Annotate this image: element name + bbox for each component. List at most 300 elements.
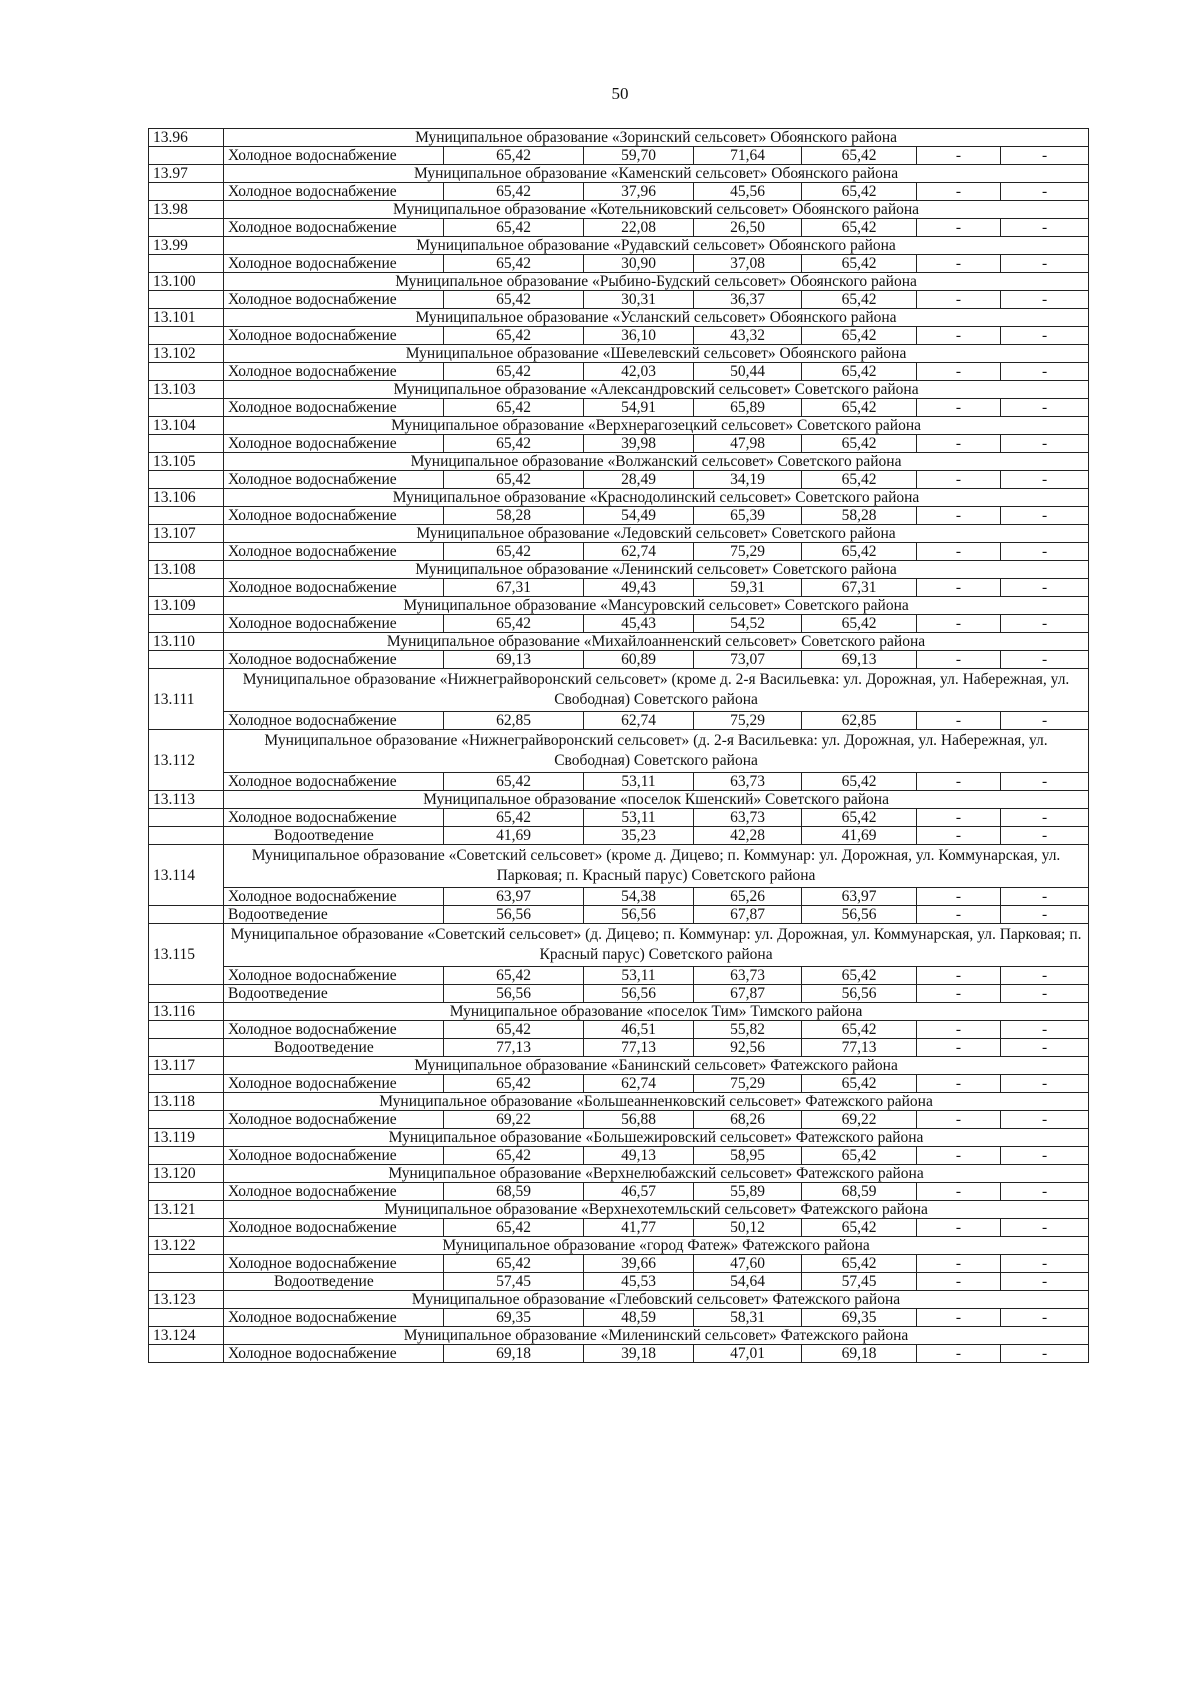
municipality-title: Муниципальное образование «Зоринский сельсовет» Обоянского района [224,129,1089,147]
municipality-header-row [149,730,1089,773]
tariff-value: 42,28 [694,827,802,845]
municipality-title: Муниципальное образование «Советский сельсовет» (кроме д. Дицево; п. Коммунар: ул. Дорожная, ул. Коммунарская, ул. Парковая; п. Красный парус) Советского района [224,845,1089,888]
row-number-blank [149,651,224,669]
tariff-value: 65,42 [802,1075,917,1093]
row-number-blank [149,183,224,201]
tariff-value: - [917,906,1001,924]
service-name: Холодное водоснабжение [224,291,444,309]
municipality-header-row [149,345,1089,363]
tariff-value: 62,74 [584,1075,694,1093]
service-row [149,543,1089,561]
tariff-value: 65,42 [802,147,917,165]
municipality-header-row [149,1237,1089,1255]
tariff-value: - [1001,579,1089,597]
tariff-value: 65,42 [802,1147,917,1165]
service-row [149,1075,1089,1093]
service-name: Холодное водоснабжение [224,1075,444,1093]
service-row [149,399,1089,417]
tariff-value: 69,13 [444,651,584,669]
municipality-header-row [149,1057,1089,1075]
service-name: Холодное водоснабжение [224,399,444,417]
service-name: Водоотведение [224,906,444,924]
tariff-value: 67,31 [802,579,917,597]
tariff-value: 41,69 [444,827,584,845]
municipality-header-row [149,309,1089,327]
tariff-value: 63,73 [694,809,802,827]
tariff-value: - [1001,363,1089,381]
tariff-value: 58,95 [694,1147,802,1165]
municipality-header-row [149,1165,1089,1183]
tariff-value: 37,08 [694,255,802,273]
tariff-value: 54,52 [694,615,802,633]
row-number-blank [149,809,224,827]
service-row [149,615,1089,633]
municipality-title: Муниципальное образование «Михайлоанненский сельсовет» Советского района [224,633,1089,651]
municipality-title: Муниципальное образование «Котельниковский сельсовет» Обоянского района [224,201,1089,219]
service-name: Холодное водоснабжение [224,1219,444,1237]
municipality-header-row [149,129,1089,147]
tariff-value: - [917,967,1001,985]
tariff-value: 69,18 [444,1345,584,1363]
row-number-blank [149,906,224,924]
tariff-value: 65,26 [694,888,802,906]
tariff-value: - [917,1309,1001,1327]
tariff-value: 75,29 [694,712,802,730]
tariff-value: - [917,985,1001,1003]
municipality-header-row [149,924,1089,967]
row-number-blank [149,1183,224,1201]
service-row [149,147,1089,165]
service-name: Холодное водоснабжение [224,1345,444,1363]
tariff-value: 65,42 [444,471,584,489]
tariff-value: 92,56 [694,1039,802,1057]
tariff-value: 65,42 [802,543,917,561]
row-number: 13.118 [149,1093,224,1111]
tariff-value: - [917,219,1001,237]
tariff-value: 69,35 [444,1309,584,1327]
row-number: 13.96 [149,129,224,147]
tariff-value: 56,88 [584,1111,694,1129]
row-number: 13.114 [149,845,224,906]
municipality-title: Муниципальное образование «Большежировский сельсовет» Фатежского района [224,1129,1089,1147]
row-number-blank [149,1075,224,1093]
municipality-header-row [149,237,1089,255]
tariff-value: 65,42 [444,1255,584,1273]
tariff-value: 65,42 [444,1219,584,1237]
tariff-value: 63,73 [694,967,802,985]
municipality-title: Муниципальное образование «Ленинский сельсовет» Советского района [224,561,1089,579]
municipality-title: Муниципальное образование «Александровский сельсовет» Советского района [224,381,1089,399]
tariff-value: 65,42 [802,327,917,345]
municipality-title: Муниципальное образование «поселок Кшенский» Советского района [224,791,1089,809]
tariff-value: 45,56 [694,183,802,201]
tariff-value: 65,42 [802,773,917,791]
service-name: Водоотведение [224,827,444,845]
tariff-value: 68,59 [802,1183,917,1201]
row-number-blank [149,471,224,489]
tariff-value: 65,42 [444,363,584,381]
tariff-value: 65,42 [444,615,584,633]
service-name: Холодное водоснабжение [224,809,444,827]
tariff-value: 55,89 [694,1183,802,1201]
tariff-value: 46,51 [584,1021,694,1039]
row-number: 13.124 [149,1327,224,1345]
tariff-value: 62,85 [802,712,917,730]
municipality-header-row [149,633,1089,651]
tariff-value: 65,42 [444,1147,584,1165]
service-row [149,888,1089,906]
service-row [149,1273,1089,1291]
tariff-value: 39,66 [584,1255,694,1273]
service-name: Водоотведение [224,1039,444,1057]
tariff-value: 36,37 [694,291,802,309]
row-number: 13.98 [149,201,224,219]
row-number: 13.103 [149,381,224,399]
row-number: 13.120 [149,1165,224,1183]
tariff-value: 53,11 [584,809,694,827]
tariff-value: 34,19 [694,471,802,489]
tariff-value: 58,28 [444,507,584,525]
service-row [149,1219,1089,1237]
row-number: 13.108 [149,561,224,579]
service-row [149,579,1089,597]
municipality-title: Муниципальное образование «Миленинский сельсовет» Фатежского района [224,1327,1089,1345]
service-name: Холодное водоснабжение [224,471,444,489]
page-number: 50 [611,84,629,103]
row-number: 13.107 [149,525,224,543]
service-row [149,291,1089,309]
service-name: Холодное водоснабжение [224,183,444,201]
municipality-header-row [149,201,1089,219]
tariff-value: - [1001,615,1089,633]
tariff-value: 53,11 [584,773,694,791]
service-name: Холодное водоснабжение [224,1021,444,1039]
service-row [149,255,1089,273]
service-row [149,712,1089,730]
municipality-header-row [149,1291,1089,1309]
tariff-value: 65,42 [444,967,584,985]
tariff-value: 56,56 [802,985,917,1003]
tariff-value: - [917,1147,1001,1165]
service-name: Холодное водоснабжение [224,1309,444,1327]
tariff-value: 65,42 [802,399,917,417]
service-name: Холодное водоснабжение [224,773,444,791]
tariff-value: 57,45 [444,1273,584,1291]
tariff-value: - [917,1345,1001,1363]
municipality-title: Муниципальное образование «Каменский сельсовет» Обоянского района [224,165,1089,183]
municipality-header-row [149,669,1089,712]
row-number-blank [149,1147,224,1165]
tariff-value: 54,64 [694,1273,802,1291]
tariff-value: 56,56 [802,906,917,924]
tariff-value: - [1001,471,1089,489]
tariff-value: 69,35 [802,1309,917,1327]
service-row [149,1039,1089,1057]
service-row [149,1345,1089,1363]
tariff-value: - [1001,1273,1089,1291]
municipality-title: Муниципальное образование «Большеанненковский сельсовет» Фатежского района [224,1093,1089,1111]
tariff-value: - [917,888,1001,906]
municipality-header-row [149,791,1089,809]
service-row [149,435,1089,453]
tariff-value: 55,82 [694,1021,802,1039]
tariff-value: 65,89 [694,399,802,417]
tariff-value: - [917,507,1001,525]
municipality-header-row [149,453,1089,471]
tariff-value: 59,31 [694,579,802,597]
service-name: Холодное водоснабжение [224,255,444,273]
row-number-blank [149,363,224,381]
municipality-title: Муниципальное образование «Банинский сельсовет» Фатежского района [224,1057,1089,1075]
tariff-value: 65,42 [444,255,584,273]
tariff-value: - [917,291,1001,309]
tariff-value: 73,07 [694,651,802,669]
service-row [149,809,1089,827]
tariff-value: - [917,1219,1001,1237]
tariff-value: - [1001,1345,1089,1363]
tariff-value: 47,60 [694,1255,802,1273]
service-name: Холодное водоснабжение [224,615,444,633]
row-number-blank [149,327,224,345]
tariff-value: 56,56 [584,906,694,924]
row-number: 13.122 [149,1237,224,1255]
row-number-blank [149,435,224,453]
row-number: 13.123 [149,1291,224,1309]
service-row [149,906,1089,924]
tariff-value: - [1001,1255,1089,1273]
municipality-header-row [149,1201,1089,1219]
tariff-value: 77,13 [444,1039,584,1057]
tariff-value: 65,42 [802,291,917,309]
row-number-blank [149,1309,224,1327]
row-number: 13.109 [149,597,224,615]
tariff-table-body [149,129,1089,1363]
tariff-value: - [1001,651,1089,669]
tariff-value: 65,42 [444,543,584,561]
row-number-blank [149,1273,224,1291]
service-row [149,1255,1089,1273]
tariff-value: 48,59 [584,1309,694,1327]
service-name: Холодное водоснабжение [224,147,444,165]
tariff-value: 56,56 [444,985,584,1003]
tariff-value: 63,97 [444,888,584,906]
row-number-blank [149,1219,224,1237]
tariff-value: 60,89 [584,651,694,669]
municipality-title: Муниципальное образование «поселок Тим» Тимского района [224,1003,1089,1021]
tariff-value: - [917,363,1001,381]
tariff-value: 26,50 [694,219,802,237]
tariff-value: 35,23 [584,827,694,845]
tariff-value: 65,42 [802,363,917,381]
tariff-value: 65,42 [802,183,917,201]
tariff-value: 30,31 [584,291,694,309]
tariff-value: 22,08 [584,219,694,237]
tariff-value: - [917,651,1001,669]
tariff-value: - [917,712,1001,730]
tariff-value: 50,12 [694,1219,802,1237]
tariff-value: 41,69 [802,827,917,845]
tariff-value: - [1001,888,1089,906]
service-name: Холодное водоснабжение [224,219,444,237]
municipality-header-row [149,381,1089,399]
tariff-value: - [1001,1021,1089,1039]
tariff-value: 54,91 [584,399,694,417]
tariff-value: - [917,471,1001,489]
tariff-value: 65,42 [802,1255,917,1273]
tariff-value: 46,57 [584,1183,694,1201]
municipality-header-row [149,489,1089,507]
service-row [149,219,1089,237]
service-name: Холодное водоснабжение [224,543,444,561]
tariff-value: - [1001,1309,1089,1327]
tariff-value: - [917,1255,1001,1273]
municipality-header-row [149,165,1089,183]
tariff-value: 65,42 [802,809,917,827]
tariff-value: 65,42 [444,435,584,453]
tariff-value: 56,56 [444,906,584,924]
tariff-value: - [1001,291,1089,309]
tariff-value: 67,87 [694,985,802,1003]
tariff-value: 30,90 [584,255,694,273]
tariff-value: 37,96 [584,183,694,201]
service-name: Холодное водоснабжение [224,1255,444,1273]
tariff-value: 43,32 [694,327,802,345]
municipality-header-row [149,273,1089,291]
tariff-value: - [1001,1219,1089,1237]
row-number: 13.105 [149,453,224,471]
tariff-value: - [917,1111,1001,1129]
tariff-value: 65,42 [802,1021,917,1039]
tariff-value: 69,13 [802,651,917,669]
tariff-value: 65,42 [802,1219,917,1237]
tariff-value: - [917,615,1001,633]
row-number: 13.99 [149,237,224,255]
municipality-header-row [149,561,1089,579]
row-number-blank [149,291,224,309]
service-name: Холодное водоснабжение [224,651,444,669]
tariff-value: 39,98 [584,435,694,453]
service-name: Холодное водоснабжение [224,507,444,525]
municipality-title: Муниципальное образование «Краснодолинский сельсовет» Советского района [224,489,1089,507]
tariff-value: 68,26 [694,1111,802,1129]
tariff-value: 77,13 [802,1039,917,1057]
tariff-value: - [917,543,1001,561]
row-number: 13.111 [149,669,224,730]
row-number: 13.101 [149,309,224,327]
row-number: 13.102 [149,345,224,363]
row-number-blank [149,1255,224,1273]
row-number-blank [149,579,224,597]
service-name: Холодное водоснабжение [224,712,444,730]
service-name: Холодное водоснабжение [224,435,444,453]
service-name: Холодное водоснабжение [224,967,444,985]
service-name: Холодное водоснабжение [224,888,444,906]
row-number-blank [149,255,224,273]
tariff-value: 65,42 [444,1075,584,1093]
tariff-value: 65,42 [802,615,917,633]
tariff-value: - [917,1075,1001,1093]
tariff-value: 45,53 [584,1273,694,1291]
tariff-value: 47,98 [694,435,802,453]
municipality-title: Муниципальное образование «Рудавский сельсовет» Обоянского района [224,237,1089,255]
service-row [149,1111,1089,1129]
tariff-value: - [1001,809,1089,827]
tariff-value: 54,49 [584,507,694,525]
tariff-value: 65,39 [694,507,802,525]
tariff-value: - [1001,327,1089,345]
tariff-value: - [917,827,1001,845]
tariff-value: - [917,1039,1001,1057]
municipality-header-row [149,1003,1089,1021]
row-number: 13.117 [149,1057,224,1075]
municipality-title: Муниципальное образование «Глебовский сельсовет» Фатежского района [224,1291,1089,1309]
service-row [149,1147,1089,1165]
service-row [149,985,1089,1003]
service-row [149,327,1089,345]
service-name: Холодное водоснабжение [224,327,444,345]
municipality-header-row [149,597,1089,615]
service-row [149,773,1089,791]
municipality-title: Муниципальное образование «Усланский сельсовет» Обоянского района [224,309,1089,327]
tariff-value: 65,42 [444,147,584,165]
row-number: 13.106 [149,489,224,507]
row-number: 13.121 [149,1201,224,1219]
municipality-header-row [149,1129,1089,1147]
tariff-value: 65,42 [444,183,584,201]
municipality-title: Муниципальное образование «Ледовский сельсовет» Советского района [224,525,1089,543]
tariff-value: 75,29 [694,543,802,561]
service-name: Водоотведение [224,1273,444,1291]
row-number-blank [149,1111,224,1129]
tariff-value: 42,03 [584,363,694,381]
municipality-title: Муниципальное образование «Советский сельсовет» (д. Дицево; п. Коммунар: ул. Дорожная, ул. Коммунарская, ул. Парковая; п. Красный парус) Советского района [224,924,1089,967]
service-row [149,363,1089,381]
tariff-value: - [1001,399,1089,417]
service-name: Холодное водоснабжение [224,1147,444,1165]
tariff-value: - [917,183,1001,201]
tariff-value: 65,42 [444,219,584,237]
service-row [149,651,1089,669]
municipality-header-row [149,1093,1089,1111]
tariff-value: 65,42 [802,967,917,985]
tariff-value: - [917,1021,1001,1039]
tariff-value: 54,38 [584,888,694,906]
row-number: 13.115 [149,924,224,985]
tariff-value: - [1001,507,1089,525]
municipality-title: Муниципальное образование «Нижнеграйворонский сельсовет» (кроме д. 2-я Васильевка: ул. Дорожная, ул. Набережная, ул. Свободная) Советского района [224,669,1089,712]
service-row [149,827,1089,845]
tariff-value: - [917,147,1001,165]
municipality-header-row [149,845,1089,888]
service-row [149,1309,1089,1327]
tariff-value: - [1001,1039,1089,1057]
tariff-value: - [917,1273,1001,1291]
tariff-value: 65,42 [444,399,584,417]
tariff-value: 71,64 [694,147,802,165]
municipality-title: Муниципальное образование «Верхнерагозецкий сельсовет» Советского района [224,417,1089,435]
row-number: 13.97 [149,165,224,183]
tariff-value: 56,56 [584,985,694,1003]
tariff-value: 58,31 [694,1309,802,1327]
tariff-value: 41,77 [584,1219,694,1237]
tariff-value: 65,42 [444,291,584,309]
service-name: Холодное водоснабжение [224,363,444,381]
municipality-header-row [149,525,1089,543]
service-row [149,967,1089,985]
row-number-blank [149,399,224,417]
tariff-value: 65,42 [444,773,584,791]
tariff-value: 47,01 [694,1345,802,1363]
